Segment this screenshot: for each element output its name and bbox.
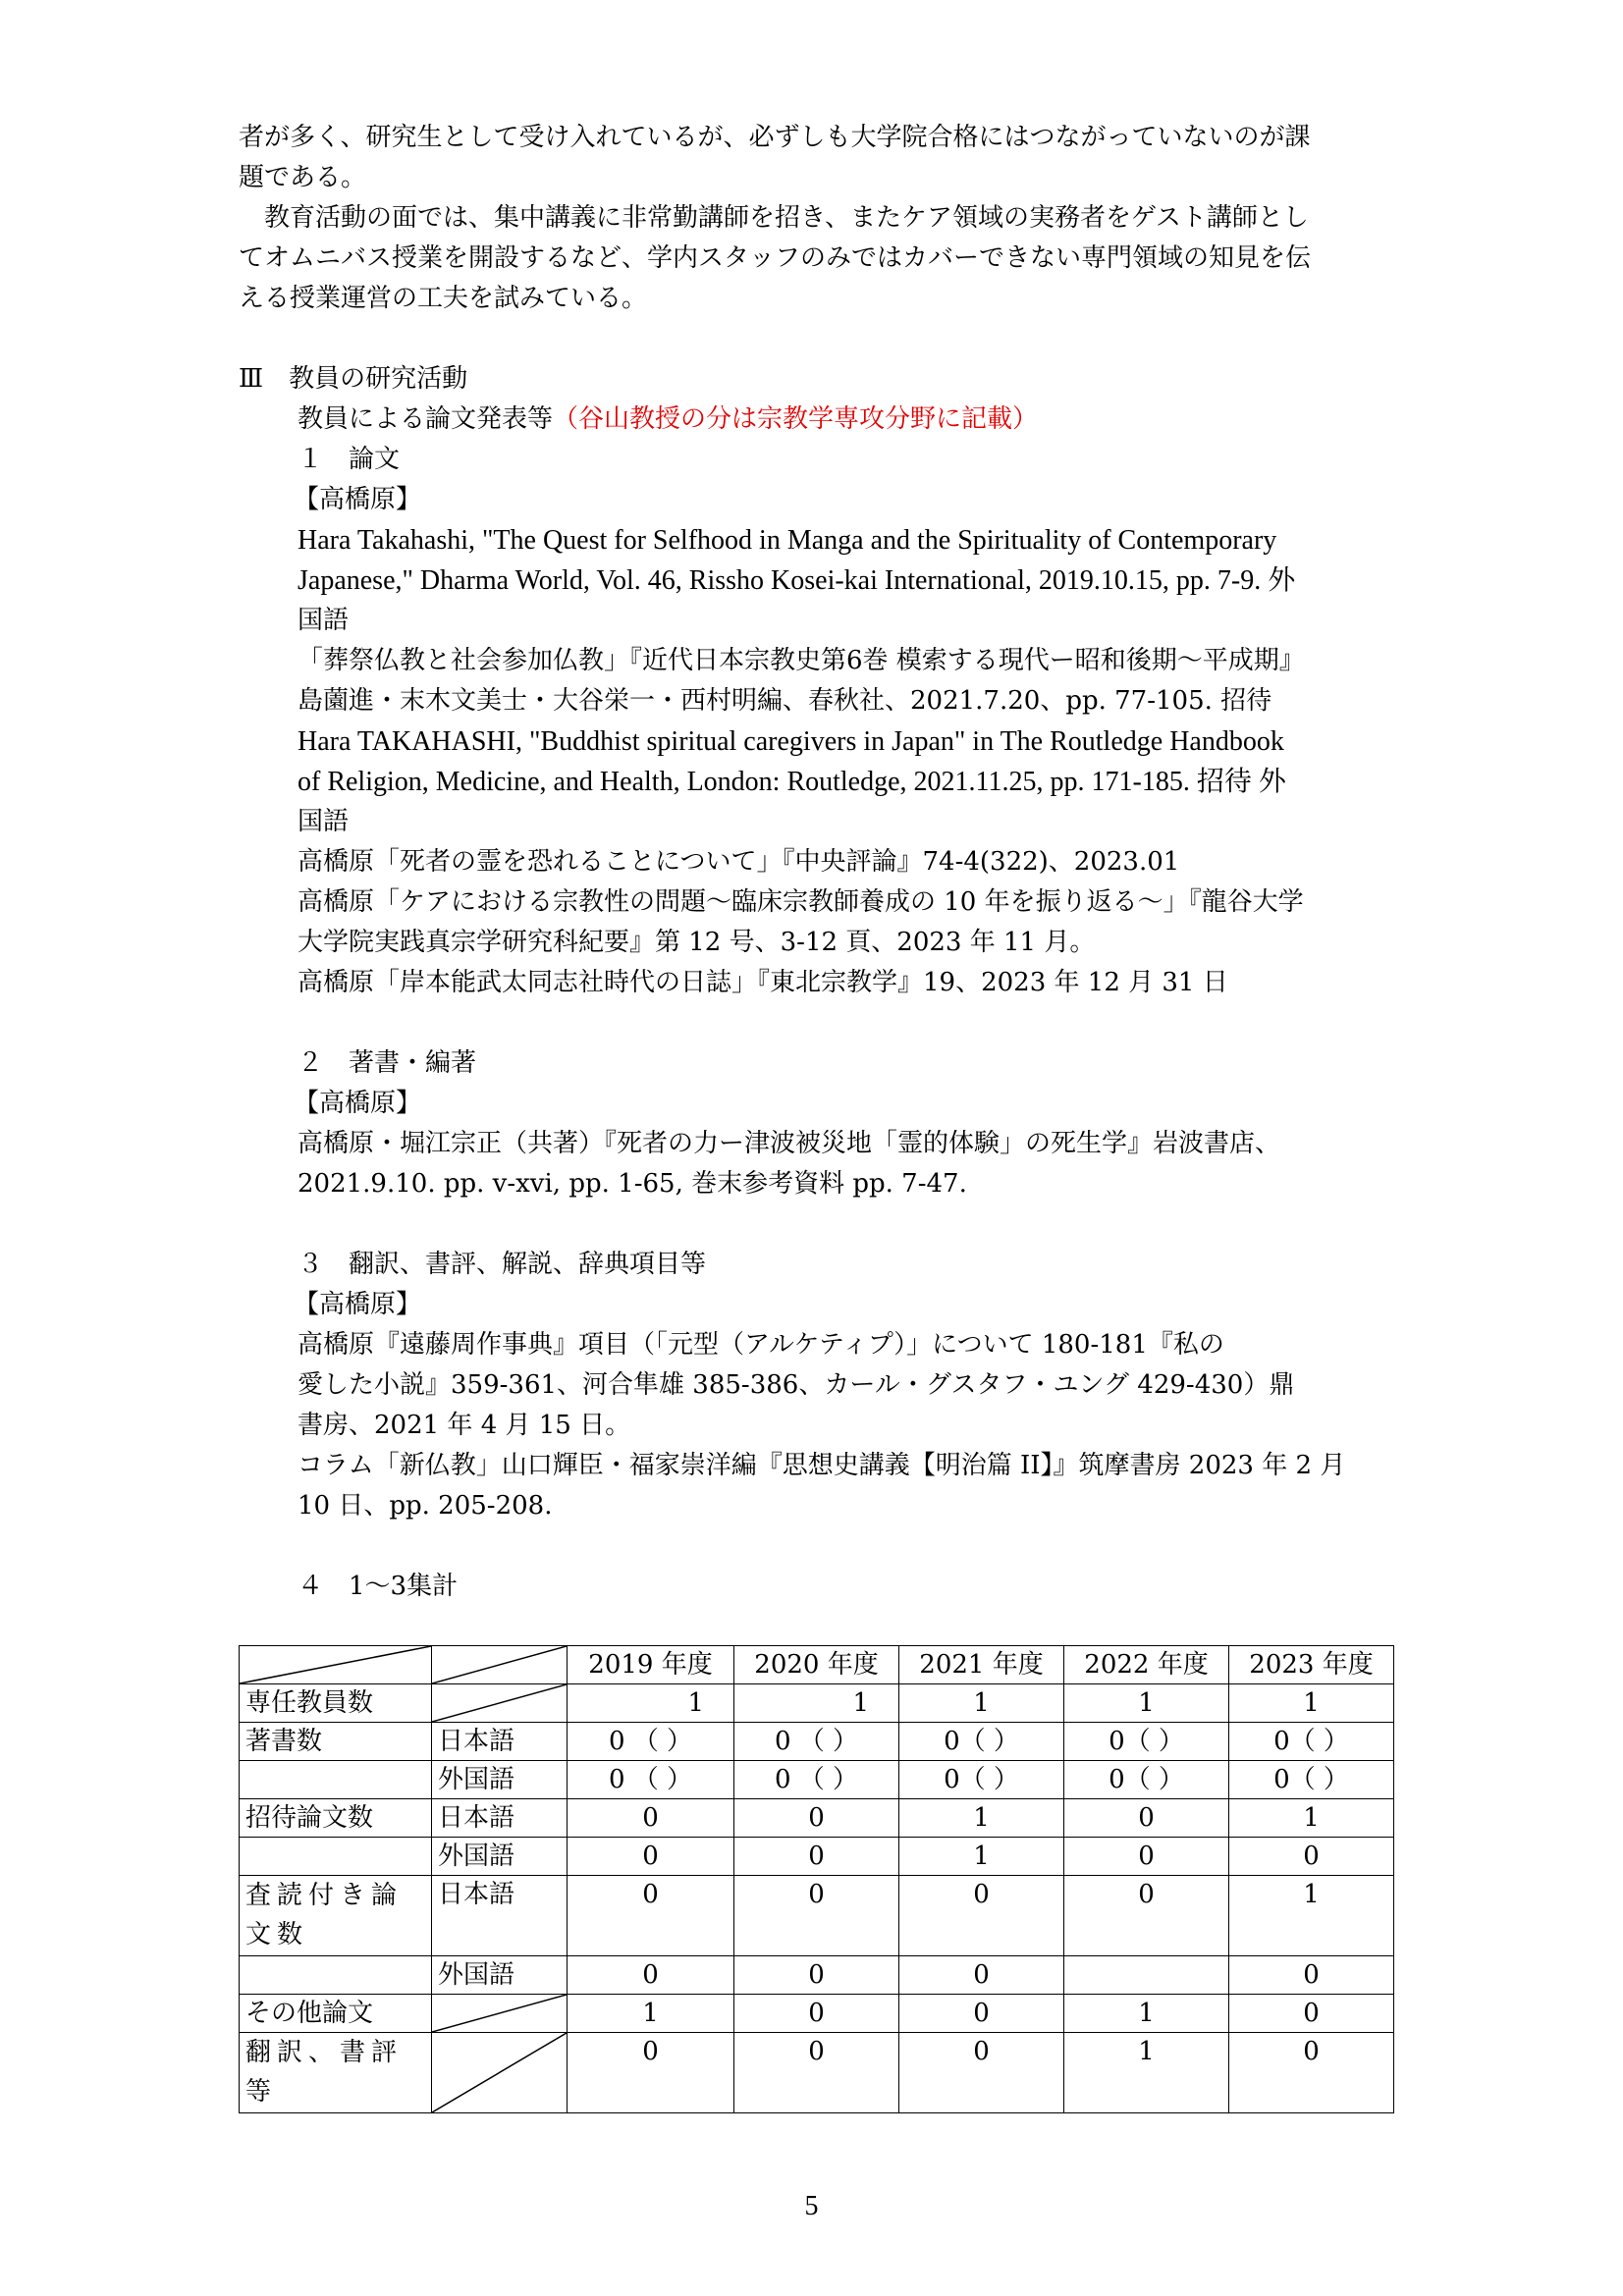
value-cell: 0 [899, 1956, 1064, 1995]
value-cell: 0 [1229, 1995, 1394, 2033]
translations-list [239, 1325, 1387, 1526]
row-label [240, 1761, 432, 1799]
table-row [240, 1799, 1394, 1838]
value-cell: 1 [1229, 1799, 1394, 1838]
summary-heading: ４ 1～3集計 [298, 1572, 459, 1601]
papers-list [239, 520, 1387, 1003]
table-row [240, 1684, 1394, 1723]
section-title: Ⅲ 教員の研究活動 [239, 364, 468, 394]
value-cell: 0 [899, 1876, 1064, 1956]
summary-table [239, 1645, 1394, 2113]
row-label: その他論文 [240, 1995, 432, 2033]
row-sublabel: 日本語 [432, 1799, 568, 1838]
value-cell: 1 [1064, 1684, 1229, 1723]
value-cell: 0 [734, 1956, 899, 1995]
value-cell: 0（ ） [1229, 1723, 1394, 1761]
table-row [240, 1956, 1394, 1995]
row-sublabel: 外国語 [432, 1956, 568, 1995]
value-cell: 1 [1064, 2033, 1229, 2113]
year-header: 2023 年度 [1229, 1646, 1394, 1684]
row-label: 招待論文数 [240, 1799, 432, 1838]
value-cell: 0 [1064, 1799, 1229, 1838]
translation-line: 高橋原『遠藤周作事典』項目（「元型（アルケティプ）」について 180-181『私の [298, 1330, 1224, 1360]
papers-heading: １ 論文 [298, 445, 401, 474]
subtitle-text: 教員による論文発表等 [298, 404, 554, 434]
intro-line: 題である。 [239, 163, 367, 192]
intro-line: てオムニバス授業を開設するなど、学内スタッフのみではカバーできない専門領域の知見を伝 [239, 243, 1312, 273]
value-cell: 1 [1064, 1995, 1229, 2033]
book-line: 2021.9.10. pp. v-xvi, pp. 1-65, 巻末参考資料 pp. 7-47. [298, 1169, 967, 1199]
value-cell [1064, 1956, 1229, 1995]
row-sublabel: 外国語 [432, 1838, 568, 1876]
papers-author: 【高橋原】 [294, 485, 422, 514]
value-cell: 0 [1229, 1838, 1394, 1876]
value-cell: 0 （ ） [568, 1761, 734, 1799]
value-cell: 0 [568, 1838, 734, 1876]
year-header: 2021 年度 [899, 1646, 1064, 1684]
document-body [239, 118, 1387, 1607]
value-cell: 1 [899, 1799, 1064, 1838]
value-cell: 0 [734, 2033, 899, 2113]
paper-line: Hara TAKAHASHI, "Buddhist spiritual caregivers in Japan" in The Routledge Handbook [298, 726, 1284, 757]
paper-line: 大学院実践真宗学研究科紀要』第 12 号、3-12 頁、2023 年 11 月。 [298, 928, 1096, 957]
books-heading: ２ 著書・編著 [298, 1048, 477, 1078]
value-cell: 0 （ ） [734, 1761, 899, 1799]
page-number: 5 [804, 2191, 819, 2221]
row-sublabel: 日本語 [432, 1723, 568, 1761]
book-line: 高橋原・堀江宗正（共著）『死者の力ー津波被災地「霊的体験」の死生学』岩波書店、 [298, 1129, 1281, 1158]
translation-line: 愛した小説』359-361、河合隼雄 385-386、カール・グスタフ・ユング 429-430）鼎 [298, 1370, 1295, 1400]
value-cell: 0 （ ） [568, 1723, 734, 1761]
paper-line: Hara Takahashi, "The Quest for Selfhood in Manga and the Spirituality of Contemporary [298, 525, 1277, 556]
intro-line: 者が多く、研究生として受け入れているが、必ずしも大学院合格にはつながっていないのが課 [239, 123, 1311, 152]
value-cell: 0（ ） [1064, 1723, 1229, 1761]
value-cell: 0（ ） [899, 1761, 1064, 1799]
row-label [240, 1838, 432, 1876]
corner-cell [432, 1646, 568, 1684]
row-sublabel: 外国語 [432, 1761, 568, 1799]
books-author: 【高橋原】 [294, 1089, 422, 1118]
table-header-row [240, 1646, 1394, 1684]
paper-line: 島薗進・末木文美士・大谷栄一・西村明編、春秋社、2021.7.20、pp. 77-105. 招待 [298, 686, 1272, 716]
table-row [240, 2033, 1394, 2113]
paper-line: of Religion, Medicine, and Health, London: Routledge, 2021.11.25, pp. 171-185. 招待 外 [298, 767, 1286, 797]
value-cell: 0 [1229, 2033, 1394, 2113]
value-cell: 0 [1064, 1838, 1229, 1876]
corner-cell [240, 1646, 432, 1684]
paper-line: 国語 [298, 807, 350, 836]
row-label: 専任教員数 [240, 1684, 432, 1723]
table-row [240, 1838, 1394, 1876]
row-label: 翻訳、書評等 [240, 2033, 432, 2113]
translation-line: コラム「新仏教」山口輝臣・福家崇洋編『思想史講義【明治篇 II】』筑摩書房 2023 年 2 月 [298, 1451, 1346, 1480]
translation-line: 書房、2021 年 4 月 15 日。 [298, 1411, 631, 1440]
books-list [239, 1124, 1387, 1204]
value-cell: 0 [734, 1799, 899, 1838]
paper-line: 国語 [298, 606, 350, 635]
row-sublabel: 日本語 [432, 1876, 568, 1956]
value-cell: 0（ ） [1229, 1761, 1394, 1799]
value-cell: 1 [734, 1684, 899, 1723]
translations-heading: ３ 翻訳、書評、解説、辞典項目等 [298, 1250, 707, 1279]
year-header: 2020 年度 [734, 1646, 899, 1684]
value-cell: 0 （ ） [734, 1723, 899, 1761]
value-cell: 1 [1229, 1876, 1394, 1956]
paper-line: Japanese," Dharma World, Vol. 46, Rissho Kosei-kai International, 2019.10.15, pp. 7-9. 外 [298, 565, 1296, 596]
value-cell: 0（ ） [1064, 1761, 1229, 1799]
value-cell: 0 [568, 1956, 734, 1995]
value-cell: 1 [568, 1995, 734, 2033]
table-row [240, 1995, 1394, 2033]
row-label: 著書数 [240, 1723, 432, 1761]
row-label: 査読付き論文数 [240, 1876, 432, 1956]
intro-line: える授業運営の工夫を試みている。 [239, 284, 648, 313]
summary-table-wrap [239, 1645, 1394, 2113]
value-cell: 0（ ） [899, 1723, 1064, 1761]
value-cell: 1 [899, 1838, 1064, 1876]
value-cell: 0 [734, 1995, 899, 2033]
subtitle-note: （谷山教授の分は宗教学専攻分野に記載） [553, 404, 1039, 434]
value-cell: 0 [899, 2033, 1064, 2113]
value-cell: 1 [568, 1684, 734, 1723]
table-row [240, 1761, 1394, 1799]
paper-line: 高橋原「死者の霊を恐れることについて」『中央評論』74-4(322)、2023.01 [298, 847, 1180, 877]
paper-line: 「葬祭仏教と社会参加仏教」『近代日本宗教史第6巻 模索する現代ー昭和後期～平成期』 [298, 646, 1305, 675]
section-subtitle [239, 400, 1387, 440]
table-row [240, 1723, 1394, 1761]
value-cell: 0 [1064, 1876, 1229, 1956]
paper-line: 高橋原「岸本能武太同志社時代の日誌」『東北宗教学』19、2023 年 12 月 31 日 [298, 968, 1228, 997]
diag-cell [432, 1684, 568, 1723]
value-cell: 0 [899, 1995, 1064, 2033]
value-cell: 0 [734, 1876, 899, 1956]
value-cell: 0 [1229, 1956, 1394, 1995]
year-header: 2022 年度 [1064, 1646, 1229, 1684]
row-label [240, 1956, 432, 1995]
translation-line: 10 日、pp. 205-208. [298, 1491, 553, 1521]
value-cell: 0 [568, 2033, 734, 2113]
table-row [240, 1876, 1394, 1956]
value-cell: 1 [899, 1684, 1064, 1723]
diag-cell [432, 1995, 568, 2033]
value-cell: 0 [568, 1876, 734, 1956]
translations-author: 【高橋原】 [294, 1290, 422, 1319]
intro-line: 教育活動の面では、集中講義に非常勤講師を招き、またケア領域の実務者をゲスト講師とし [239, 203, 1309, 233]
year-header: 2019 年度 [568, 1646, 734, 1684]
value-cell: 1 [1229, 1684, 1394, 1723]
value-cell: 0 [734, 1838, 899, 1876]
diag-cell [432, 2033, 568, 2113]
value-cell: 0 [568, 1799, 734, 1838]
paper-line: 高橋原「ケアにおける宗教性の問題～臨床宗教師養成の 10 年を振り返る～」『龍谷大学 [298, 887, 1304, 917]
